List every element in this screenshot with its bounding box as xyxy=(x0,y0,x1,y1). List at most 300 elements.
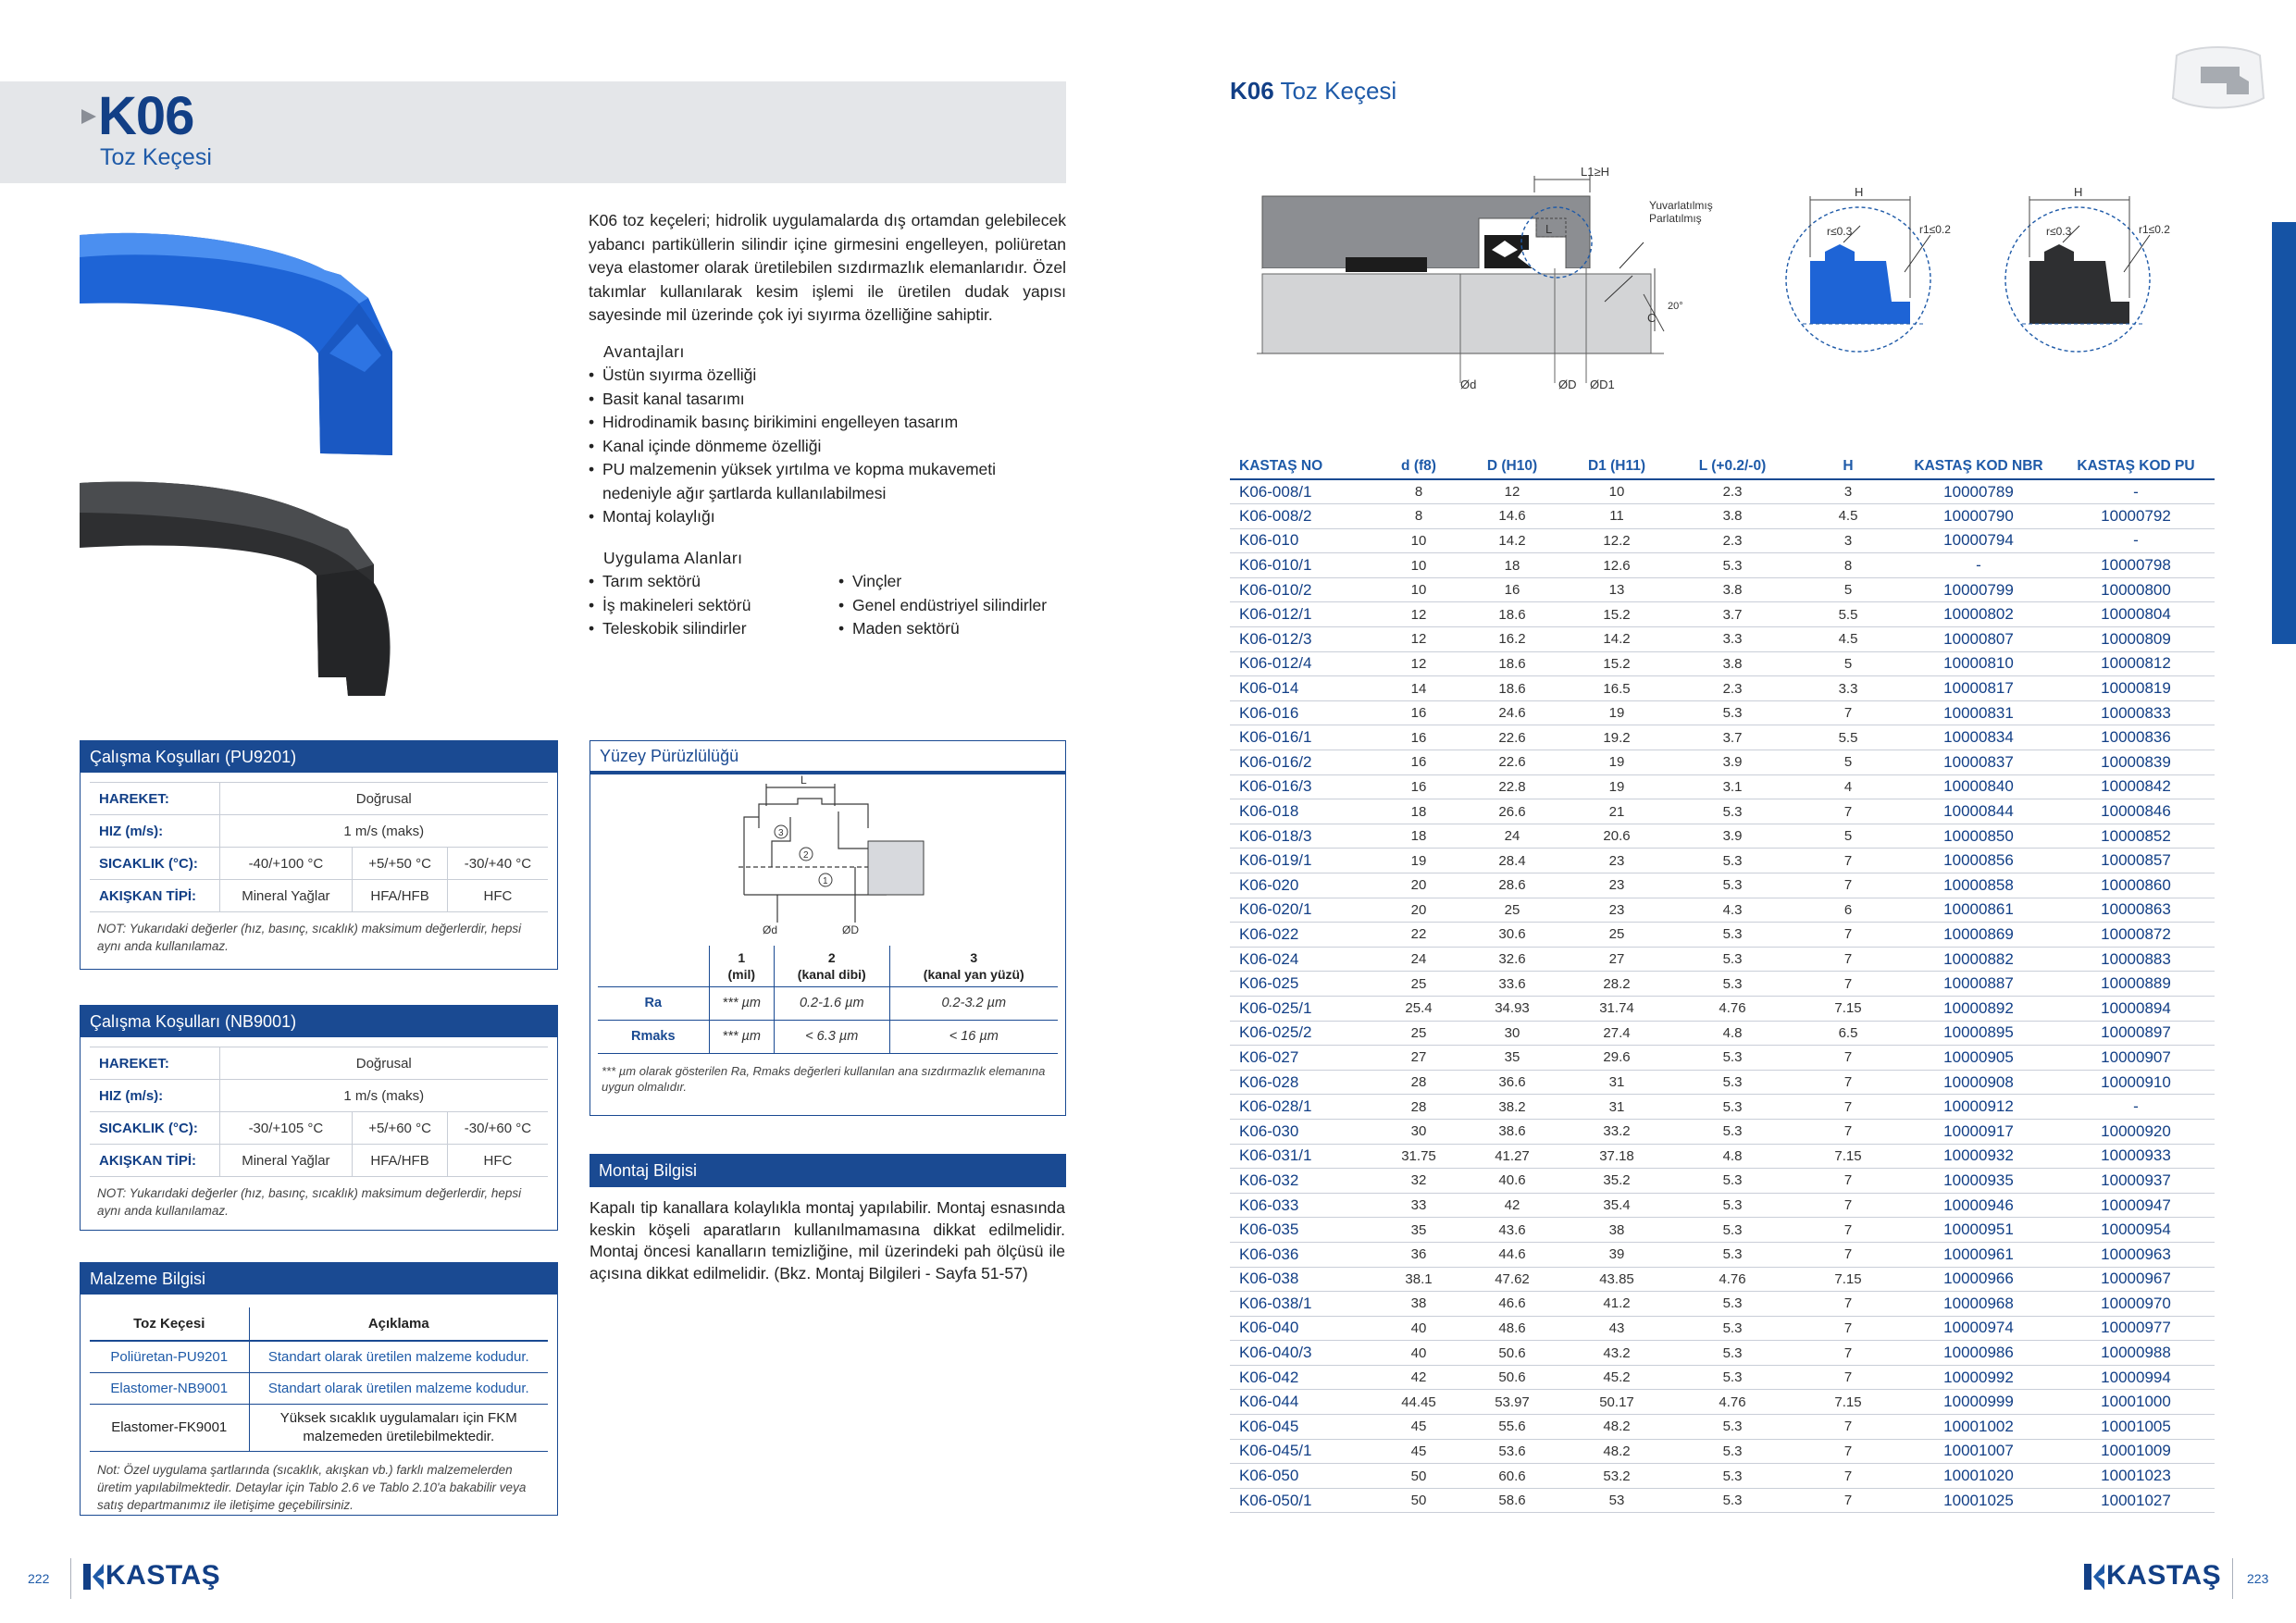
table-cell: 12 xyxy=(1378,651,1459,676)
diagram-label: Ød xyxy=(763,923,778,936)
col-header: H xyxy=(1796,453,1900,479)
table-cell: K06-012/3 xyxy=(1230,627,1378,652)
col-header: 2 xyxy=(827,949,836,965)
kastas-logo: KASTAŞ xyxy=(105,1560,221,1591)
table-cell: 7 xyxy=(1796,1242,1900,1267)
table-row xyxy=(1230,602,2215,627)
table-row: AKIŞKAN TİPİ: Mineral Yağlar HFA/HFB HFC xyxy=(90,880,548,912)
table-row xyxy=(1230,1169,2215,1194)
table-cell: K06-018 xyxy=(1230,799,1378,824)
table-row xyxy=(1230,824,2215,849)
table-cell: 20 xyxy=(1378,873,1459,898)
table-cell: 10001007 xyxy=(1900,1439,2057,1464)
col-header: L (+0.2/-0) xyxy=(1669,453,1796,479)
table-cell: K06-020/1 xyxy=(1230,898,1378,923)
table-cell: 27.4 xyxy=(1565,1021,1669,1046)
table-cell: 10000794 xyxy=(1900,528,2057,553)
table-row xyxy=(1230,1488,2215,1513)
table-cell: 7 xyxy=(1796,1046,1900,1071)
table-cell: 43.85 xyxy=(1565,1267,1669,1292)
table-cell: 5.3 xyxy=(1669,1242,1796,1267)
table-cell: 10000863 xyxy=(2057,898,2215,923)
table-row xyxy=(1230,700,2215,725)
table-row: AKIŞKAN TİPİ: Mineral Yağlar HFA/HFB HFC xyxy=(90,1145,548,1177)
table-cell: 8 xyxy=(1378,479,1459,504)
table-cell: 18 xyxy=(1378,824,1459,849)
kastas-logo-icon xyxy=(81,1562,105,1592)
table-cell: 22.8 xyxy=(1459,774,1565,799)
table-cell: 18 xyxy=(1459,553,1565,578)
table-cell: 10000917 xyxy=(1900,1119,2057,1144)
table-cell: K06-014 xyxy=(1230,676,1378,701)
conditions-table xyxy=(90,1047,548,1177)
list-item: • Vinçler xyxy=(838,570,1079,594)
table-cell: 3.9 xyxy=(1669,750,1796,775)
table-cell: 10000947 xyxy=(2057,1193,2215,1218)
drawing-label: L xyxy=(1545,222,1553,236)
advantages-heading: Avantajları xyxy=(603,342,685,361)
table-cell: 25 xyxy=(1459,898,1565,923)
table-cell: 10000807 xyxy=(1900,627,2057,652)
table-cell: K06-040 xyxy=(1230,1316,1378,1341)
table-cell: 38 xyxy=(1378,1292,1459,1317)
table-cell: 14 xyxy=(1378,676,1459,701)
table-cell: K06-012/4 xyxy=(1230,651,1378,676)
table-cell: 18.6 xyxy=(1459,676,1565,701)
table-cell: 5.3 xyxy=(1669,553,1796,578)
table-cell: 5.3 xyxy=(1669,972,1796,997)
table-cell: 4.5 xyxy=(1796,504,1900,529)
table-cell: 5.3 xyxy=(1669,1193,1796,1218)
table-row xyxy=(1230,1046,2215,1071)
list-item: • Teleskobik silindirler xyxy=(589,617,848,641)
table-cell: 10000840 xyxy=(1900,774,2057,799)
table-cell: 5.3 xyxy=(1669,849,1796,873)
table-cell: 10000907 xyxy=(2057,1046,2215,1071)
table-row: HAREKET: Doğrusal xyxy=(90,783,548,815)
table-cell: 10000792 xyxy=(2057,504,2215,529)
table-cell: 12 xyxy=(1459,479,1565,504)
list-item: • Genel endüstriyel silindirler xyxy=(838,594,1079,618)
table-cell: 10000872 xyxy=(2057,923,2215,948)
table-cell: 44.45 xyxy=(1378,1390,1459,1415)
table-cell: 10000846 xyxy=(2057,799,2215,824)
table-cell: 10000809 xyxy=(2057,627,2215,652)
table-cell: 18 xyxy=(1378,799,1459,824)
table-cell: K06-040/3 xyxy=(1230,1341,1378,1366)
table-row: Elastomer-FK9001 Yüksek sıcaklık uygulamaları için FKM malzemeden üretilebilmektedir. xyxy=(90,1404,548,1451)
table-cell: 27 xyxy=(1565,947,1669,972)
table-row xyxy=(1230,1365,2215,1390)
list-item: • PU malzemenin yüksek yırtılma ve kopma mukavemeti nedeniyle ağır şartlarda kullanılabilmesi xyxy=(589,458,1024,505)
table-cell: K06-028 xyxy=(1230,1070,1378,1095)
table-header-row xyxy=(1230,453,2215,479)
list-item: • Üstün sıyırma özelliği xyxy=(589,364,1070,388)
table-cell: 15.2 xyxy=(1565,651,1669,676)
table-row xyxy=(1230,1144,2215,1169)
table-cell: K06-028/1 xyxy=(1230,1095,1378,1120)
kastas-logo-icon xyxy=(2082,1562,2106,1592)
table-cell: 45.2 xyxy=(1565,1365,1669,1390)
detail-pu-profile xyxy=(1766,183,1951,368)
drawing-label: Parlatılmış xyxy=(1649,212,1702,225)
surface-panel xyxy=(590,740,1066,1116)
table-cell: 7 xyxy=(1796,1095,1900,1120)
diagram-label: 1 xyxy=(823,876,828,886)
table-cell: 10000837 xyxy=(1900,750,2057,775)
table-cell: 4.8 xyxy=(1669,1021,1796,1046)
table-cell: K06-019/1 xyxy=(1230,849,1378,873)
col-header: KASTAŞ NO xyxy=(1230,453,1378,479)
table-cell: 10 xyxy=(1565,479,1669,504)
table-cell: 10000887 xyxy=(1900,972,2057,997)
table-header-row xyxy=(598,946,1058,986)
table-cell: 22.6 xyxy=(1459,750,1565,775)
table-cell: - xyxy=(1900,553,2057,578)
table-cell: 5.3 xyxy=(1669,923,1796,948)
table-cell: 14.2 xyxy=(1459,528,1565,553)
table-cell: 4.5 xyxy=(1796,627,1900,652)
panel-note: Not: Özel uygulama şartlarında (sıcaklık, akışkan vb.) farklı malzemelerden üretim yapılabilmektedir. Detaylar için Tablo 2.6 ve Tablo 2.10'a bakabilir veya satış departmanımız ile iletişime geçebilirsiniz. xyxy=(97,1462,527,1512)
table-cell: 24 xyxy=(1459,824,1565,849)
table-cell: 33.6 xyxy=(1459,972,1565,997)
panel-note: NOT: Yukarıdaki değerler (hız, basınç, sıcaklık) maksimum değerlerdir, hepsi aynı anda kullanılamaz. xyxy=(97,1186,522,1218)
panel-title: Malzeme Bilgisi xyxy=(81,1263,557,1295)
table-cell: 50.17 xyxy=(1565,1390,1669,1415)
table-row xyxy=(1230,1119,2215,1144)
table-cell: 10000905 xyxy=(1900,1046,2057,1071)
col-header: KASTAŞ KOD NBR xyxy=(1900,453,2057,479)
table-cell: 10000967 xyxy=(2057,1267,2215,1292)
table-cell: 44.6 xyxy=(1459,1242,1565,1267)
table-cell: 45 xyxy=(1378,1439,1459,1464)
table-cell: 33 xyxy=(1378,1193,1459,1218)
table-cell: 3.3 xyxy=(1796,676,1900,701)
table-cell: 16.2 xyxy=(1459,627,1565,652)
table-cell: 3.8 xyxy=(1669,577,1796,602)
table-cell: 35.2 xyxy=(1565,1169,1669,1194)
table-cell: 5 xyxy=(1796,824,1900,849)
table-cell: K06-044 xyxy=(1230,1390,1378,1415)
table-cell: 5.3 xyxy=(1669,1070,1796,1095)
panel-title: Çalışma Koşulları (PU9201) xyxy=(81,741,557,773)
table-cell: 10000810 xyxy=(1900,651,2057,676)
table-cell: 10000966 xyxy=(1900,1267,2057,1292)
table-cell: K06-016/1 xyxy=(1230,725,1378,750)
col-header-sub: (kanal dibi) xyxy=(797,966,866,982)
table-cell: 6.5 xyxy=(1796,1021,1900,1046)
installation-drawing xyxy=(1257,165,1719,396)
diagram-label: 3 xyxy=(778,828,784,838)
table-cell: 12 xyxy=(1378,602,1459,627)
table-cell: 10000858 xyxy=(1900,873,2057,898)
table-cell: K06-025/2 xyxy=(1230,1021,1378,1046)
table-row: Poliüretan-PU9201 Standart olarak üretilen malzeme kodudur. xyxy=(90,1341,548,1372)
material-table xyxy=(90,1307,548,1452)
table-cell: 20 xyxy=(1378,898,1459,923)
table-cell: 22.6 xyxy=(1459,725,1565,750)
table-cell: 10000970 xyxy=(2057,1292,2215,1317)
table-cell: K06-008/1 xyxy=(1230,479,1378,504)
drawing-label: ØD1 xyxy=(1590,378,1615,391)
table-cell: 35 xyxy=(1459,1046,1565,1071)
table-cell: 4 xyxy=(1796,774,1900,799)
conditions-nb-panel xyxy=(80,1005,558,1231)
table-cell: 10000798 xyxy=(2057,553,2215,578)
table-cell: 7 xyxy=(1796,1218,1900,1243)
table-cell: 10000892 xyxy=(1900,996,2057,1021)
drawing-label: r1≤0.2 xyxy=(2139,223,2170,236)
table-cell: 10000968 xyxy=(1900,1292,2057,1317)
table-cell: 7 xyxy=(1796,849,1900,873)
product-code: K06 xyxy=(98,86,194,146)
table-cell: 13 xyxy=(1565,577,1669,602)
table-cell: 50.6 xyxy=(1459,1341,1565,1366)
table-cell: 10000869 xyxy=(1900,923,2057,948)
table-cell: 5.3 xyxy=(1669,1365,1796,1390)
table-cell: 10000852 xyxy=(2057,824,2215,849)
table-cell: 10 xyxy=(1378,553,1459,578)
table-cell: 4.76 xyxy=(1669,1267,1796,1292)
table-cell: 45 xyxy=(1378,1415,1459,1440)
table-cell: 53 xyxy=(1565,1488,1669,1513)
table-cell: 24.6 xyxy=(1459,700,1565,725)
table-row xyxy=(1230,1070,2215,1095)
table-cell: 58.6 xyxy=(1459,1488,1565,1513)
table-cell: K06-018/3 xyxy=(1230,824,1378,849)
table-row xyxy=(1230,627,2215,652)
table-cell: 3 xyxy=(1796,479,1900,504)
table-cell: 30.6 xyxy=(1459,923,1565,948)
table-cell: 3.8 xyxy=(1669,651,1796,676)
table-row: HIZ (m/s): 1 m/s (maks) xyxy=(90,1080,548,1112)
table-cell: 10 xyxy=(1378,528,1459,553)
table-cell: 10000994 xyxy=(2057,1365,2215,1390)
table-cell: K06-012/1 xyxy=(1230,602,1378,627)
table-cell: 40.6 xyxy=(1459,1169,1565,1194)
col-header: D (H10) xyxy=(1459,453,1565,479)
table-cell: 14.2 xyxy=(1565,627,1669,652)
table-cell: 33.2 xyxy=(1565,1119,1669,1144)
table-cell: 10000844 xyxy=(1900,799,2057,824)
table-row xyxy=(1230,528,2215,553)
table-cell: 7 xyxy=(1796,1119,1900,1144)
table-cell: 5.3 xyxy=(1669,1169,1796,1194)
list-item: • Maden sektörü xyxy=(838,617,1079,641)
table-cell: K06-024 xyxy=(1230,947,1378,972)
table-cell: 30 xyxy=(1378,1119,1459,1144)
applications-list-2 xyxy=(838,570,1079,641)
table-row xyxy=(1230,577,2215,602)
table-cell: K06-032 xyxy=(1230,1169,1378,1194)
table-row xyxy=(1230,1439,2215,1464)
table-cell: 18.6 xyxy=(1459,651,1565,676)
table-cell: 7 xyxy=(1796,700,1900,725)
title-code: K06 xyxy=(1230,77,1274,105)
table-row: Ra *** µm 0.2-1.6 µm 0.2-3.2 µm xyxy=(598,986,1058,1020)
table-cell: 10000857 xyxy=(2057,849,2215,873)
table-cell: 5.3 xyxy=(1669,1046,1796,1071)
table-cell: 21 xyxy=(1565,799,1669,824)
applications-list-1 xyxy=(589,570,848,641)
table-cell: 10001020 xyxy=(1900,1464,2057,1489)
table-cell: K06-038/1 xyxy=(1230,1292,1378,1317)
drawing-label: 20° xyxy=(1668,301,1683,312)
table-row xyxy=(1230,1193,2215,1218)
table-cell: 16 xyxy=(1378,700,1459,725)
table-cell: K06-010/1 xyxy=(1230,553,1378,578)
table-cell: 19 xyxy=(1378,849,1459,873)
table-cell: 5.3 xyxy=(1669,947,1796,972)
list-item: • Montaj kolaylığı xyxy=(589,505,1070,529)
table-cell: 37.18 xyxy=(1565,1144,1669,1169)
table-cell: 10000842 xyxy=(2057,774,2215,799)
table-cell: 47.62 xyxy=(1459,1267,1565,1292)
panel-title: Çalışma Koşulları (NB9001) xyxy=(81,1006,557,1037)
table-cell: K06-035 xyxy=(1230,1218,1378,1243)
table-cell: 38.6 xyxy=(1459,1119,1565,1144)
table-cell: 3.1 xyxy=(1669,774,1796,799)
table-cell: K06-020 xyxy=(1230,873,1378,898)
table-cell: 42 xyxy=(1378,1365,1459,1390)
table-cell: K06-025 xyxy=(1230,972,1378,997)
table-cell: 10000977 xyxy=(2057,1316,2215,1341)
drawing-label: C xyxy=(1647,311,1657,325)
table-row: Elastomer-NB9001 Standart olarak üretilen malzeme kodudur. xyxy=(90,1372,548,1404)
advantages-list xyxy=(589,364,1070,529)
drawing-label: r1≤0.2 xyxy=(1919,223,1951,236)
panel-title: Yüzey Pürüzlülüğü xyxy=(590,741,1065,774)
drawing-label: r≤0.3 xyxy=(1827,225,1853,238)
table-cell: K06-036 xyxy=(1230,1242,1378,1267)
table-row xyxy=(1230,972,2215,997)
list-item: • Basit kanal tasarımı xyxy=(589,388,1070,412)
table-cell: 25 xyxy=(1565,923,1669,948)
table-row xyxy=(1230,1390,2215,1415)
diagram-label: L xyxy=(800,774,807,787)
table-cell: 53.97 xyxy=(1459,1390,1565,1415)
table-cell: 10000799 xyxy=(1900,577,2057,602)
table-cell: 10000860 xyxy=(2057,873,2215,898)
table-cell: 5.3 xyxy=(1669,1488,1796,1513)
list-item: • Hidrodinamik basınç birikimini engelleyen tasarım xyxy=(589,411,1070,435)
table-cell: 60.6 xyxy=(1459,1464,1565,1489)
table-row xyxy=(1230,651,2215,676)
table-cell: - xyxy=(2057,479,2215,504)
table-cell: 12.6 xyxy=(1565,553,1669,578)
table-cell: K06-033 xyxy=(1230,1193,1378,1218)
table-cell: 30 xyxy=(1459,1021,1565,1046)
conditions-table xyxy=(90,782,548,912)
table-cell: 10000933 xyxy=(2057,1144,2215,1169)
table-cell: 15.2 xyxy=(1565,602,1669,627)
table-cell: 5.3 xyxy=(1669,1119,1796,1144)
table-cell: 43.2 xyxy=(1565,1341,1669,1366)
table-cell: 7 xyxy=(1796,1316,1900,1341)
table-cell: 10000834 xyxy=(1900,725,2057,750)
table-cell: 10000819 xyxy=(2057,676,2215,701)
roughness-table xyxy=(598,946,1058,1054)
drawing-label: Ød xyxy=(1460,378,1477,391)
table-cell: 48.2 xyxy=(1565,1415,1669,1440)
table-cell: - xyxy=(2057,1095,2215,1120)
table-cell: 53.2 xyxy=(1565,1464,1669,1489)
table-cell: 5.5 xyxy=(1796,602,1900,627)
table-cell: 36.6 xyxy=(1459,1070,1565,1095)
table-cell: K06-022 xyxy=(1230,923,1378,948)
footer-divider xyxy=(70,1558,71,1599)
table-cell: 14.6 xyxy=(1459,504,1565,529)
table-cell: 10000894 xyxy=(2057,996,2215,1021)
table-cell: 4.76 xyxy=(1669,996,1796,1021)
table-row xyxy=(1230,1267,2215,1292)
table-cell: 5.3 xyxy=(1669,799,1796,824)
table-cell: 5.3 xyxy=(1669,1341,1796,1366)
footer-divider xyxy=(2232,1558,2233,1599)
col-header: 1 xyxy=(738,949,746,965)
table-cell: 35 xyxy=(1378,1218,1459,1243)
table-cell: 7 xyxy=(1796,1488,1900,1513)
table-cell: 10000961 xyxy=(1900,1242,2057,1267)
drawing-label: L1≥H xyxy=(1581,165,1609,179)
table-cell: 32.6 xyxy=(1459,947,1565,972)
table-cell: 23 xyxy=(1565,898,1669,923)
table-cell: 10000802 xyxy=(1900,602,2057,627)
table-cell: 7.15 xyxy=(1796,1390,1900,1415)
table-cell: 10000889 xyxy=(2057,972,2215,997)
right-page-title xyxy=(1230,77,1396,105)
table-cell: 7.15 xyxy=(1796,1144,1900,1169)
table-cell: 25 xyxy=(1378,972,1459,997)
table-row: SICAKLIK (°C): -40/+100 °C +5/+50 °C -30/+40 °C xyxy=(90,848,548,880)
table-cell: 10000812 xyxy=(2057,651,2215,676)
table-cell: K06-045 xyxy=(1230,1415,1378,1440)
table-cell: 7 xyxy=(1796,1292,1900,1317)
table-row xyxy=(1230,1095,2215,1120)
seal-product-image xyxy=(80,215,505,696)
seal-profile-icon xyxy=(2167,43,2269,117)
kastas-logo: KASTAŞ xyxy=(2106,1560,2222,1591)
table-cell: 42 xyxy=(1459,1193,1565,1218)
table-cell: 5.3 xyxy=(1669,1316,1796,1341)
table-cell: 8 xyxy=(1796,553,1900,578)
table-cell: 35.4 xyxy=(1565,1193,1669,1218)
table-cell: 10000910 xyxy=(2057,1070,2215,1095)
applications-heading: Uygulama Alanları xyxy=(603,549,743,567)
conditions-pu-panel xyxy=(80,740,558,970)
table-cell: 5.3 xyxy=(1669,1439,1796,1464)
nbr-seal-image xyxy=(80,482,391,696)
table-cell: 10000946 xyxy=(1900,1193,2057,1218)
table-cell: 40 xyxy=(1378,1316,1459,1341)
montaj-text: Kapalı tip kanallara kolaylıkla montaj yapılabilir. Montaj esnasında keskin köşeli aparatların kullanılmamasına dikkat edilmelidir. Montaj öncesi kanalların temizliğine, mil üzerindeki pah ölçüsü ile açısına dikkat edilmelidir. (Bkz. Montaj Bilgileri - Sayfa 51-57) xyxy=(590,1198,1065,1282)
table-cell: K06-038 xyxy=(1230,1267,1378,1292)
table-cell: 28.4 xyxy=(1459,849,1565,873)
drawing-label: Yuvarlatılmış xyxy=(1649,199,1713,212)
table-cell: 55.6 xyxy=(1459,1415,1565,1440)
header-arrow-icon xyxy=(81,109,96,124)
table-cell: 10000883 xyxy=(2057,947,2215,972)
table-cell: K06-045/1 xyxy=(1230,1439,1378,1464)
pu-seal-image xyxy=(80,233,392,455)
table-cell: 5.3 xyxy=(1669,1464,1796,1489)
table-row xyxy=(1230,1242,2215,1267)
table-row xyxy=(1230,873,2215,898)
table-cell: 3.3 xyxy=(1669,627,1796,652)
table-cell: 10001023 xyxy=(2057,1464,2215,1489)
table-row: HAREKET: Doğrusal xyxy=(90,1047,548,1080)
list-item: • Kanal içinde dönmeme özelliği xyxy=(589,435,1070,459)
